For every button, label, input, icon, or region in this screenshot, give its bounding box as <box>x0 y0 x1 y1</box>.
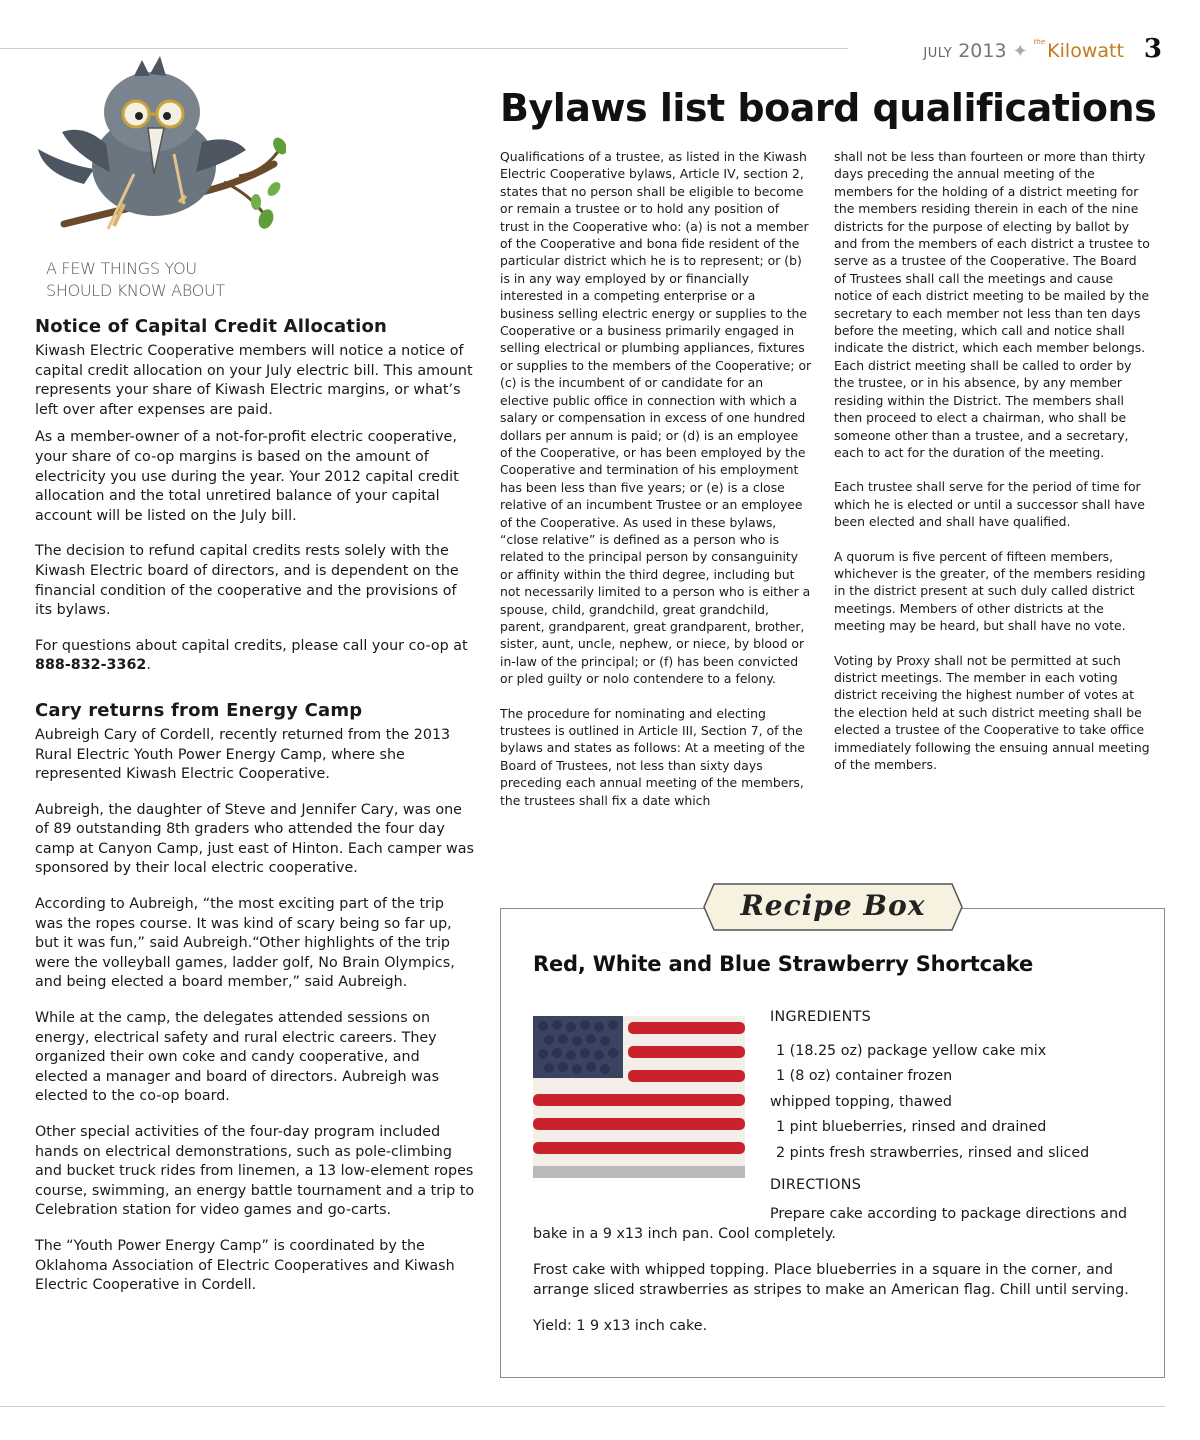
article-headline: Bylaws list board qualifications <box>500 86 1157 130</box>
article-col1-paragraph-2: The procedure for nominating and electing trustees is outlined in Article III, Section 7, of the bylaws and states as follows: At a meeting of the Board of Trustees, not less than sixty days preceding each annual meeting of the members, the trustees shall fix a date which <box>500 705 805 808</box>
masthead-the: the <box>1033 38 1046 46</box>
star-icon: ✦ <box>1012 41 1028 62</box>
masthead-year: 2013 <box>958 40 1007 62</box>
ingredient-item: 1 pint blueberries, rinsed and drained <box>776 1119 1047 1135</box>
notice-p4-prefix: For questions about capital credits, please call your co-op at <box>35 637 468 654</box>
ingredient-item: whipped topping, thawed <box>770 1093 952 1110</box>
header-rule <box>0 48 848 49</box>
page-number: 3 <box>1143 34 1162 64</box>
article-col1-paragraph-1: Qualifications of a trustee, as listed in the Kiwash Electric Cooperative bylaws, Article IV, section 2, states that no person shall be eligible to become or remain a trustee or to hold any position of trust in the Cooperative who: (a) is not a member of the Cooperative and bona fide resident of the particular district which he is to represent; or (b) is in any way employed by or financially interested in a competing enterprise or a business selling electric energy or supplies to the Cooperative or a business primarily engaged in selling electrical or plumbing appliances, fixtures or supplies to the members of the Cooperative; or (c) is the incumbent of or candidate for an elective public office in connection with which a salary or compensation in excess of one hundred dollars per annum is paid; or (d) is an employee of the Cooperative, or has been employed by the Cooperative and termination of his employment has been less than five years; or (e) is a close relative of an incumbent Trustee or an employee of the Cooperative. As used in these bylaws, “close relative” is defined as a person who is related to the principal person by consanguinity or affinity within the third degree, including but not necessarily limited to a person who is either a spouse, child, grandchild, great grandchild, parent, grandparent, great grandparent, brother, sister, aunt, uncle, nephew, or niece, by blood or in-law of the principal; or (f) has been convicted or pled guilty or nolo contendere to a felony. <box>500 149 812 687</box>
flag-cake-photo <box>533 1016 745 1178</box>
notice-paragraph-2: As a member-owner of a not-for-profit electric cooperative, your share of co-op margins is based on the amount of electricity you use during the year. Your 2012 capital credit allocation and the total unretired balance of your capital account will be listed on the July bill. <box>35 429 459 524</box>
ingredient-item: 1 (8 oz) container frozen <box>776 1068 953 1084</box>
ingredients-label: INGREDIENTS <box>770 1009 872 1025</box>
ingredient-item: 1 (18.25 oz) package yellow cake mix <box>776 1042 1047 1059</box>
ingredient-item: 2 pints fresh strawberries, rinsed and sliced <box>776 1144 1090 1161</box>
camp-title: Cary returns from Energy Camp <box>35 699 363 721</box>
directions-paragraph-2: Frost cake with whipped topping. Place blueberries in a square in the corner, and arrange sliced strawberries as stripes to make an American flag. Chill until serving. <box>533 1262 1129 1298</box>
recipe-banner-title: Recipe Box <box>740 889 926 922</box>
notice-paragraph-1: Kiwash Electric Cooperative members will notice a notice of capital credit allocation on your July electric bill. This amount represents your share of Kiwash Electric margins, or what’s left over after expenses are paid. <box>35 343 473 418</box>
sidebar-heading <box>46 258 276 302</box>
article-col2-paragraph-4: Voting by Proxy shall not be permitted at such district meetings. The member in each voting district receiving the highest number of votes at the election held at such district meeting shall be elected a trustee of the Cooperative to take office immediately following the ensuing annual meeting of the members. <box>834 652 1150 772</box>
phone-number: 888-832-3362 <box>35 657 147 674</box>
masthead-brand: Kilowatt <box>1047 40 1124 62</box>
recipe-yield: Yield: 1 9 x13 inch cake. <box>533 1318 708 1335</box>
camp-paragraph-3: According to Aubreigh, “the most exciting part of the trip was the ropes course. It was kind of scary being so far up, but it was fun,” said Aubreigh.“Other highlights of the trip were the volleyball games, ladder golf, No Brain Olympics, and being elected a board member,” said Aubreigh. <box>35 896 455 991</box>
owl-bird-illustration <box>24 54 286 250</box>
camp-paragraph-2: Aubreigh, the daughter of Steve and Jennifer Cary, was one of 89 outstanding 8th graders who attended the four day camp at Canyon Camp, just east of Hinton. Each camper was sponsored by their local electric cooperative. <box>35 801 474 877</box>
camp-paragraph-6: The “Youth Power Energy Camp” is coordinated by the Oklahoma Association of Electric Cooperatives and Kiwash Electric Cooperative in Cordell. <box>35 1237 455 1294</box>
recipe-title: Red, White and Blue Strawberry Shortcake <box>533 952 1034 976</box>
article-col2-paragraph-2: Each trustee shall serve for the period of time for which he is elected or until a successor shall have been elected and shall have qualified. <box>834 479 1145 530</box>
footer-rule <box>0 1406 1165 1407</box>
masthead-month: JULY <box>923 46 953 61</box>
left-column <box>35 314 475 1312</box>
article-col2-paragraph-3: A quorum is five percent of fifteen members, whichever is the greater, of the members residing in the district present at such duly called district meetings. Members of other districts at the meeting may be heard, but shall have no vote. <box>834 548 1146 634</box>
sidebar-heading-line2: SHOULD KNOW ABOUT <box>46 281 225 300</box>
article-col2-paragraph-1: shall not be less than fourteen or more than thirty days preceding the annual meeting of the members for the holding of a district meeting for the members residing therein in each of the nine districts for the purpose of electing by ballot by and from the members of each district a trustee to serve as a trustee of the Cooperative. The Board of Trustees shall call the meetings and cause notice of each district meeting to be mailed by the secretary to each member not less than ten days before the meeting, which call and notice shall indicate the district, which each member belongs. Each district meeting shall be called to order by the trustee, or in his absence, by any member residing within the District. The members shall then proceed to elect a chairman, who shall be someone other than a trustee, and a secretary, each to act for the duration of the meeting. <box>834 149 1150 460</box>
directions-paragraph-1: Prepare cake according to package directions and bake in a 9 x13 inch pan. Cool completely. <box>533 1206 1128 1242</box>
camp-paragraph-5: Other special activities of the four-day program included hands on electrical demonstrations, such as pole-climbing and bucket truck rides from linemen, a 13 low-element ropes course, swimming, an energy battle tournament and a trip to Celebration station for video games and go-carts. <box>35 1124 475 1219</box>
notice-p4-suffix: . <box>146 657 151 674</box>
notice-paragraph-3: The decision to refund capital credits rests solely with the Kiwash Electric board of directors, and is dependent on the financial condition of the cooperative and the provisions of its bylaws. <box>35 543 459 619</box>
article-column-1 <box>500 148 812 826</box>
notice-paragraph-4 <box>35 637 475 676</box>
directions-label: DIRECTIONS <box>770 1177 862 1193</box>
masthead <box>923 34 1162 64</box>
sidebar-heading-line1: A FEW THINGS YOU <box>46 259 197 278</box>
directions <box>533 1205 1133 1354</box>
notice-title: Notice of Capital Credit Allocation <box>35 316 388 337</box>
article-column-2 <box>834 148 1152 790</box>
camp-paragraph-1: Aubreigh Cary of Cordell, recently returned from the 2013 Rural Electric Youth Power Energy Camp, where she represented Kiwash Electric Cooperative. <box>35 726 451 783</box>
ingredients <box>770 1005 1150 1166</box>
camp-paragraph-4: While at the camp, the delegates attended sessions on energy, electrical safety and rural electric careers. They organized their own coke and candy cooperative, and elected a manager and board of directors. Aubreigh was elected to the co-op board. <box>35 1010 440 1105</box>
